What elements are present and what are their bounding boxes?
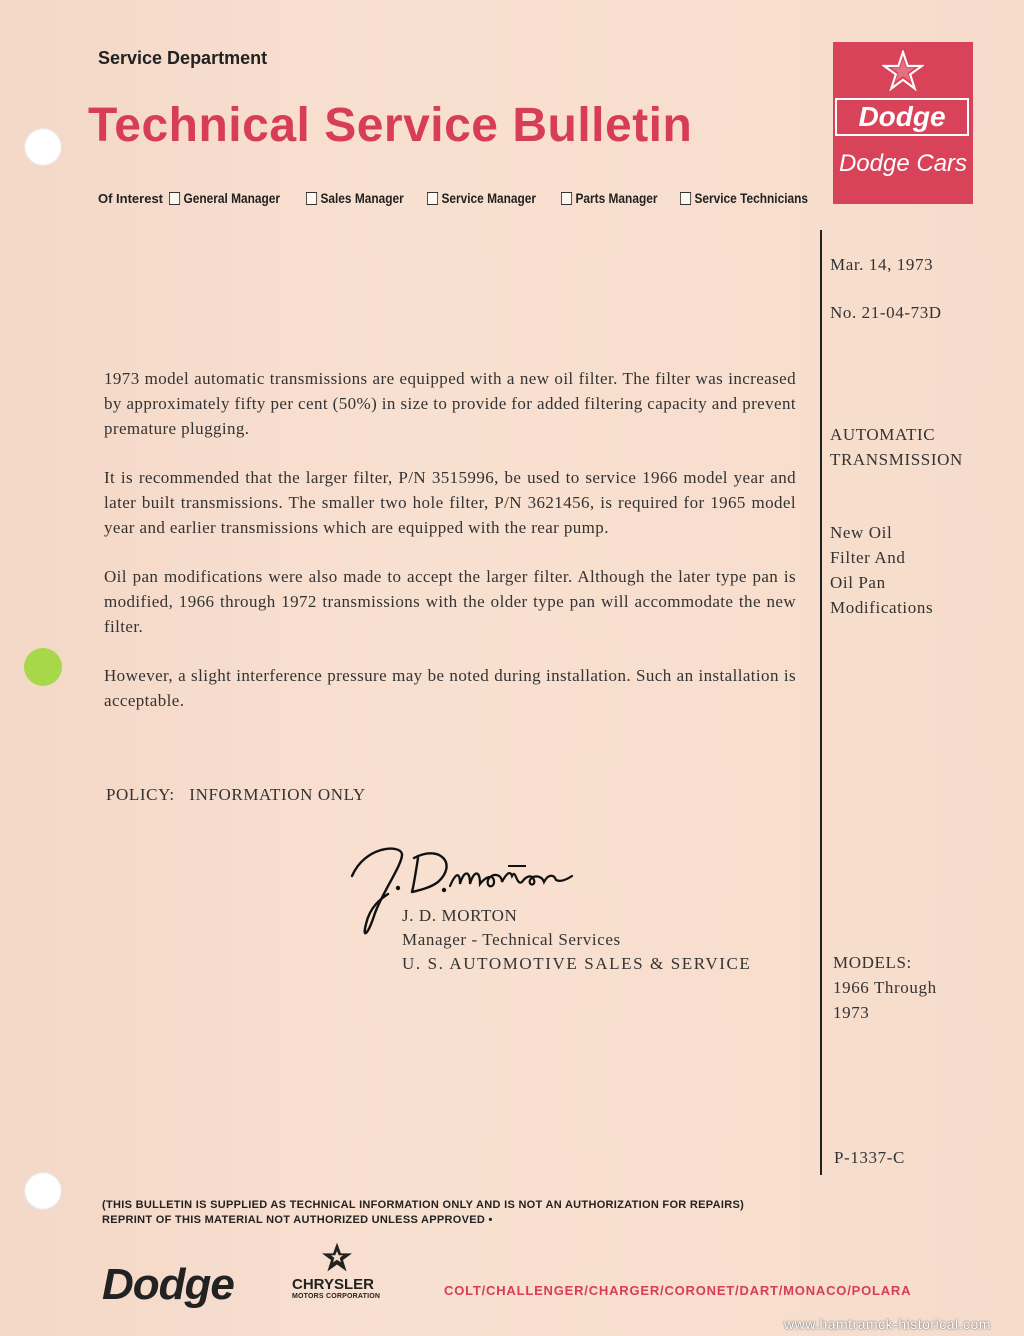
disclaimer-line: (THIS BULLETIN IS SUPPLIED AS TECHNICAL INFORMATION ONLY AND IS NOT AN AUTHORIZATION FOR REPAIRS): [102, 1199, 745, 1211]
chrysler-subtitle: MOTORS CORPORATION: [292, 1293, 381, 1300]
signer-org: U. S. AUTOMOTIVE SALES & SERVICE: [402, 954, 752, 973]
subject-line: Modifications: [830, 598, 934, 617]
interest-row: [98, 190, 837, 206]
body-paragraph: Oil pan modifications were also made to accept the larger filter. Although the later type pan is modified, 1966 through 1972 transmissions with the older type pan will accommodate the new filter.: [104, 567, 796, 636]
models-line: 1973: [833, 1003, 870, 1022]
footer-dodge-logo: Dodge: [102, 1260, 234, 1309]
chrysler-wordmark: CHRYSLER: [292, 1276, 374, 1293]
checkbox[interactable]: [561, 192, 572, 205]
checkbox[interactable]: [680, 192, 691, 205]
dodge-logo-box: [833, 42, 973, 204]
bulletin-title: Technical Service Bulletin: [88, 99, 693, 152]
punch-hole-middle: [24, 648, 62, 686]
subject: [830, 520, 933, 620]
models-line: 1966 Through: [833, 978, 937, 997]
signer-name: J. D. MORTON: [402, 906, 518, 925]
category-line: AUTOMATIC: [830, 425, 936, 444]
checkbox[interactable]: [306, 192, 317, 205]
body-paragraph: 1973 model automatic transmissions are equipped with a new oil filter. The filter was increased by approximately fifty per cent (50%) in size to provide for added filtering capacity and prevent premature plugging.: [104, 369, 796, 438]
chrysler-pentastar-icon: [322, 1242, 352, 1272]
disclaimer-line: REPRINT OF THIS MATERIAL NOT AUTHORIZED UNLESS APPROVED •: [102, 1214, 493, 1226]
model-lineup: COLT/CHALLENGER/CHARGER/CORONET/DART/MONACO/POLARA: [444, 1283, 912, 1298]
models-label: MODELS:: [833, 953, 912, 972]
bulletin-date: Mar. 14, 1973: [830, 255, 934, 274]
department-label: Service Department: [98, 48, 268, 68]
subject-line: Filter And: [830, 548, 906, 567]
interest-service-technicians[interactable]: Service Technicians: [680, 190, 808, 206]
punch-hole-bottom: [24, 1172, 62, 1210]
pentastar-icon: [882, 50, 924, 92]
checkbox[interactable]: [169, 192, 180, 205]
interest-parts-manager[interactable]: Parts Manager: [561, 190, 657, 206]
punch-hole-top: [24, 128, 62, 166]
bulletin-body: [104, 366, 796, 737]
body-paragraph: It is recommended that the larger filter, P/N 3515996, be used to service 1966 model year and later built transmissions. The smaller two hole filter, P/N 3621456, is required for 1965 model year and earlier transmissions which are equipped with the rear pump.: [104, 468, 796, 537]
category-line: TRANSMISSION: [830, 450, 963, 469]
interest-sales-manager[interactable]: Sales Manager: [306, 190, 404, 206]
bulletin-number: No. 21-04-73D: [830, 303, 942, 322]
interest-general-manager[interactable]: General Manager: [169, 190, 280, 206]
interest-label: Of Interest: [98, 190, 164, 206]
column-divider: [820, 230, 822, 1175]
logo-brand: Dodge: [835, 98, 969, 136]
disclaimer: [102, 1198, 744, 1228]
subject-line: Oil Pan: [830, 573, 886, 592]
form-number: P-1337-C: [834, 1148, 905, 1167]
subject-line: New Oil: [830, 523, 893, 542]
logo-division: Dodge Cars: [838, 150, 968, 177]
interest-service-manager[interactable]: Service Manager: [427, 190, 536, 206]
signature-block: [402, 904, 751, 976]
models-block: [833, 950, 937, 1025]
category: [830, 422, 963, 472]
policy-line: POLICY: INFORMATION ONLY: [106, 785, 366, 804]
signer-title: Manager - Technical Services: [402, 930, 621, 949]
site-watermark: www.hamtramck-historical.com: [784, 1316, 991, 1332]
body-paragraph: However, a slight interference pressure may be noted during installation. Such an installation is acceptable.: [104, 666, 796, 710]
checkbox[interactable]: [427, 192, 438, 205]
